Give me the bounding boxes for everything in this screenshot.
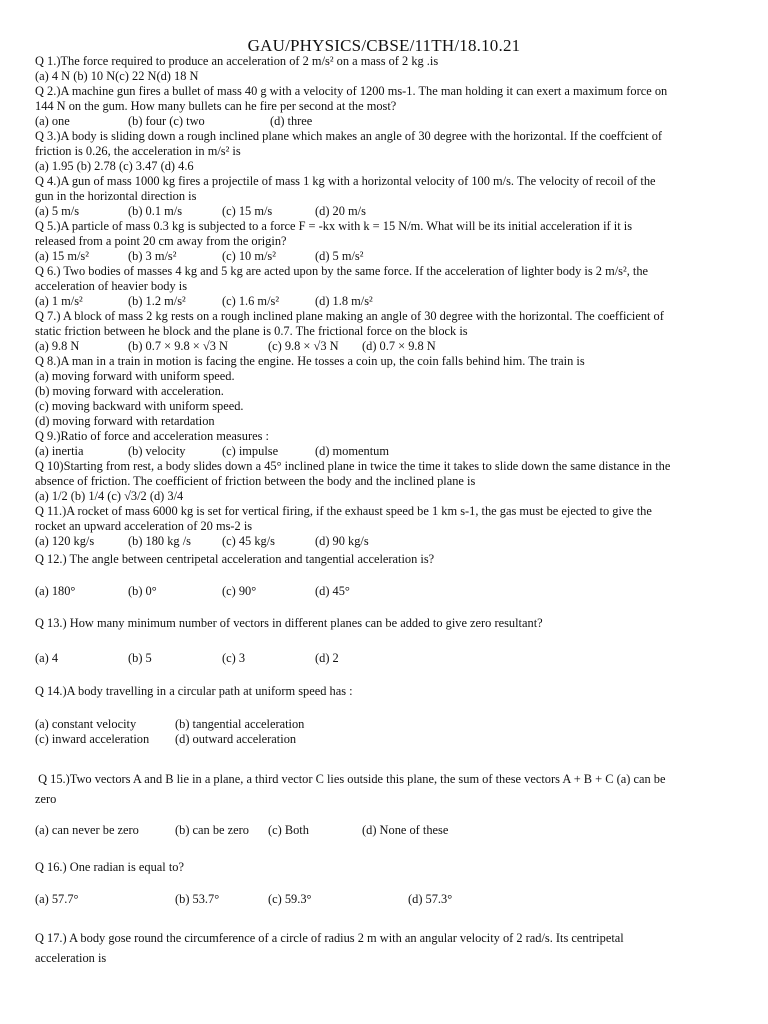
option-c: (c) 45 kg/s <box>222 534 275 548</box>
option-d: (d) moving forward with retardation <box>35 414 215 428</box>
question-line: released from a point 20 cm away from the origin? <box>35 234 287 248</box>
option-a: (a) constant velocity <box>35 717 137 731</box>
question-line: acceleration is <box>35 951 107 965</box>
option-d: (d) 1.8 m/s² <box>315 294 373 308</box>
question-line: Q 12.) The angle between centripetal acceleration and tangential acceleration is? <box>35 552 435 566</box>
option-b: (b) 180 kg /s <box>128 534 191 548</box>
question-line: acceleration of heavier body is <box>35 279 188 293</box>
question-line: 144 N on the gum. How many bullets can he fire per second at the most? <box>35 99 397 113</box>
question-line: Q 3.)A body is sliding down a rough inclined plane which makes an angle of 30 degree with the horizontal. If the coeffcient of <box>35 129 663 143</box>
option-c: (c) 3 <box>222 651 246 665</box>
option-c: (c) 10 m/s² <box>222 249 276 263</box>
option-a: (a) 4 <box>35 651 59 665</box>
option-d: (d) 0.7 × 9.8 N <box>362 339 436 353</box>
option-a: (a) 180° <box>35 584 76 598</box>
option-a: (a) 1 m/s² <box>35 294 83 308</box>
question-line: Q 10)Starting from rest, a body slides down a 45° inclined plane in twice the time it takes to slide down the same distance in the <box>35 459 671 473</box>
page-title: GAU/PHYSICS/CBSE/11TH/18.10.21 <box>247 36 521 55</box>
options-line: (a) 4 N (b) 10 N(c) 22 N(d) 18 N <box>35 69 199 83</box>
question-line: Q 6.) Two bodies of masses 4 kg and 5 kg are acted upon by the same force. If the acceleration of lighter body is 2 m/s², the <box>35 264 649 278</box>
option-d: (d) momentum <box>315 444 389 458</box>
question-line: rocket an upward acceleration of 20 ms-2 is <box>35 519 253 533</box>
question-line: Q 1.)The force required to produce an acceleration of 2 m/s² on a mass of 2 kg .is <box>35 54 439 68</box>
option-d: (d) 90 kg/s <box>315 534 369 548</box>
option-a: (a) can never be zero <box>35 823 139 837</box>
option-a: (a) inertia <box>35 444 84 458</box>
option-c: (c) 59.3° <box>268 892 312 906</box>
question-line: friction is 0.26, the acceleration in m/s² is <box>35 144 241 158</box>
option-a: (a) moving forward with uniform speed. <box>35 369 235 383</box>
option-b: (b) 1.2 m/s² <box>128 294 186 308</box>
option-b: (b) 0.7 × 9.8 × √3 N <box>128 339 228 353</box>
option-b: (b) 0° <box>128 584 157 598</box>
question-line: Q 13.) How many minimum number of vectors in different planes can be added to give zero resultant? <box>35 616 543 630</box>
option-c: (c) 9.8 × √3 N <box>268 339 339 353</box>
option-d: (d) 5 m/s² <box>315 249 364 263</box>
option-b: (b) velocity <box>128 444 186 458</box>
question-line: Q 7.) A block of mass 2 kg rests on a rough inclined plane making an angle of 30 degree with the horizontal. The coefficient of <box>35 309 664 323</box>
option-c: (c) inward acceleration <box>35 732 150 746</box>
question-line: Q 2.)A machine gun fires a bullet of mass 40 g with a velocity of 1200 ms-1. The man holding it can exert a maximum force on <box>35 84 668 98</box>
option-d: (d) 45° <box>315 584 350 598</box>
option-d: (d) None of these <box>362 823 449 837</box>
option-b: (b) moving forward with acceleration. <box>35 384 224 398</box>
question-line: gun in the horizontal direction is <box>35 189 197 203</box>
option-c: (c) 90° <box>222 584 257 598</box>
option-d: (d) 20 m/s <box>315 204 366 218</box>
question-line: static friction between he block and the plane is 0.7. The frictional force on the block is <box>35 324 468 338</box>
option-b: (b) 5 <box>128 651 152 665</box>
option-a: (a) one <box>35 114 70 128</box>
option-c: (c) 15 m/s <box>222 204 273 218</box>
option-d: (d) 57.3° <box>408 892 453 906</box>
option-c: (c) Both <box>268 823 309 837</box>
question-line: zero <box>35 792 57 806</box>
question-line: Q 4.)A gun of mass 1000 kg fires a projectile of mass 1 kg with a horizontal velocity of 100 m/s. The velocity of recoil of the <box>35 174 656 188</box>
option-a: (a) 9.8 N <box>35 339 80 353</box>
question-line: Q 5.)A particle of mass 0.3 kg is subjected to a force F = -kx with k = 15 N/m. What will be its initial acceleration if it is <box>35 219 633 233</box>
option-b: (b) 0.1 m/s <box>128 204 183 218</box>
question-line: Q 11.)A rocket of mass 6000 kg is set for vertical firing, if the exhaust speed be 1 km s-1, the gas must be ejected to give the <box>35 504 652 518</box>
question-line: Q 14.)A body travelling in a circular path at uniform speed has : <box>35 684 353 698</box>
option-b: (b) four (c) two <box>128 114 205 128</box>
option-a: (a) 57.7° <box>35 892 79 906</box>
option-a: (a) 120 kg/s <box>35 534 95 548</box>
option-c: (c) 1.6 m/s² <box>222 294 280 308</box>
option-b: (b) tangential acceleration <box>175 717 305 731</box>
option-d: (d) three <box>270 114 313 128</box>
option-b: (b) can be zero <box>175 823 249 837</box>
question-line: Q 9.)Ratio of force and acceleration measures : <box>35 429 269 443</box>
option-a: (a) 5 m/s <box>35 204 80 218</box>
option-c: (c) impulse <box>222 444 279 458</box>
options-line: (a) 1.95 (b) 2.78 (c) 3.47 (d) 4.6 <box>35 159 194 173</box>
question-line: Q 17.) A body gose round the circumference of a circle of radius 2 m with an angular velocity of 2 rad/s. Its centripetal <box>35 931 624 945</box>
question-line: absence of friction. The coefficient of friction between the body and the inclined plane is <box>35 474 476 488</box>
option-a: (a) 15 m/s² <box>35 249 89 263</box>
option-b: (b) 3 m/s² <box>128 249 177 263</box>
option-b: (b) 53.7° <box>175 892 220 906</box>
option-d: (d) 2 <box>315 651 339 665</box>
option-d: (d) outward acceleration <box>175 732 297 746</box>
question-line: Q 8.)A man in a train in motion is facing the engine. He tosses a coin up, the coin falls behind him. The train is <box>35 354 585 368</box>
question-line: Q 15.)Two vectors A and B lie in a plane, a third vector C lies outside this plane, the sum of these vectors A + B + C (a) can be <box>35 772 666 786</box>
option-c: (c) moving backward with uniform speed. <box>35 399 244 413</box>
options-line: (a) 1/2 (b) 1/4 (c) √3/2 (d) 3/4 <box>35 489 184 503</box>
question-line: Q 16.) One radian is equal to? <box>35 860 184 874</box>
